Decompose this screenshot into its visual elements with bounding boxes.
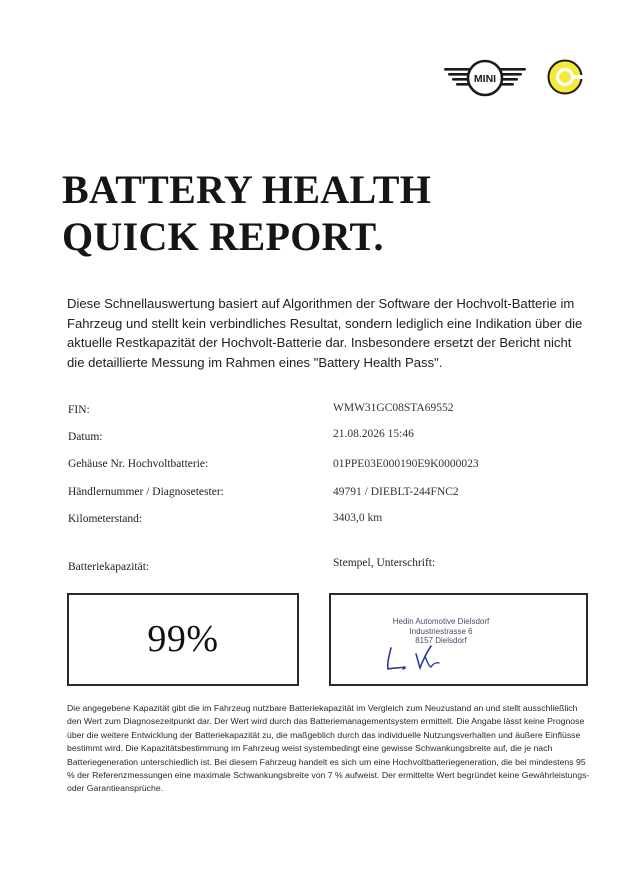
report-title [62,166,431,260]
handwritten-signature [383,642,453,674]
title-line-1: BATTERY HEALTH [62,167,432,212]
stamp-line: Hedin Automotive Dielsdorf [392,617,490,626]
capacity-box [67,593,299,686]
field-value: 01PPE03E000190E9K0000023 [333,458,479,470]
brand-logos [444,58,586,98]
title-line-2: QUICK REPORT. [62,214,384,259]
electric-plug-icon [547,59,583,95]
capacity-label: Batteriekapazität: [68,561,150,573]
field-value: 21.08.2026 15:46 [333,428,414,440]
stamp-line: 8157 Dielsdorf [415,636,467,645]
field-value: WMW31GC08STA69552 [333,402,454,414]
field-label: Datum: [68,431,103,443]
field-date [68,428,588,449]
mini-logo [444,58,526,98]
field-dealer [68,486,588,504]
field-label: Händlernummer / Diagnosetester: [68,486,224,498]
intro-paragraph: Diese Schnellauswertung basiert auf Algorithmen der Software der Hochvolt-Batterie im Fahrzeug und stellt kein verbindliches Resultat, sondern lediglich eine Indikation über die aktuelle Restkapazität der Hochvolt-Batterie dar. Insbesondere ersetzt der Bericht nicht die detaillierte Messung im Rahmen eines "Battery Health Pass". [67,296,583,370]
field-label: Gehäuse Nr. Hochvoltbatterie: [68,458,209,470]
field-fin [68,404,588,422]
signature-label: Stempel, Unterschrift: [333,557,436,569]
capacity-value: 99% [147,618,219,660]
disclaimer-footnote: Die angegebene Kapazität gibt die im Fahrzeug nutzbare Batteriekapazität im Vergleich zum Neuzustand an und stellt ausschließlich den Wert zum Diagnosezeitpunkt dar. Der Wert wird durch das Batteriemanagementsystem ermittelt. Die Angabe lässt keine Prognose über die weitere Entwicklung der Batteriekapazität zu, die maßgeblich durch das individuelle Nutzungsverhalten und äußere Einflüsse bestimmt wird. Die Kapazitätsbestimmung im Fahrzeug weist systembedingt eine gewisse Schwankungsbreite auf, die je nach Batteriegeneration unterschiedlich ist. Bei diesem Fahrzeug handelt es sich um eine Hochvoltbatteriegeneration, die bei mindestens 95 % der Referenzmessungen eine maximale Schwankungsbreite von 7 % aufweist. Der ermittelte Wert begründet keine Gewährleistungs- oder Garantieansprüche. [67,703,590,794]
field-mileage [68,513,588,531]
stamp-line: Industriestrasse 6 [409,626,473,636]
mini-logo-text: MINI [473,73,497,85]
field-label: FIN: [68,404,90,416]
field-battery-housing [68,458,588,476]
field-value: 49791 / DIEBLT-244FNC2 [333,486,459,498]
signature-box [329,593,588,686]
field-value: 3403,0 km [333,512,383,524]
field-label: Kilometerstand: [68,513,143,525]
